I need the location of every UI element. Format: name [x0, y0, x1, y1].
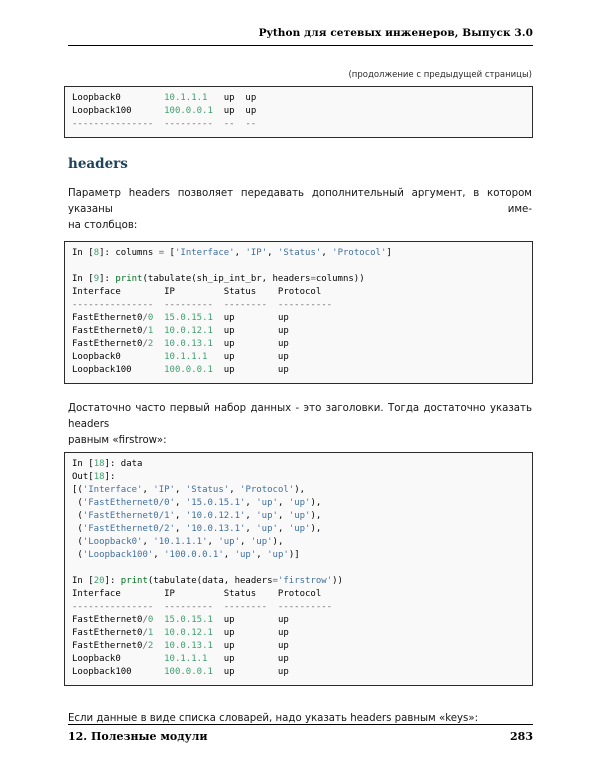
continuation-note: (продолжение с предыдущей страницы) — [348, 70, 532, 80]
code-token: up up — [212, 339, 289, 349]
code-token: print — [115, 274, 143, 284]
code-token: , — [234, 248, 246, 258]
code-token: 'IP' — [153, 485, 175, 495]
code-token: , — [245, 524, 257, 534]
code-token: 'FastEthernet0/0' — [82, 498, 175, 508]
code-token: = — [310, 274, 316, 284]
code-token: 15.0.15.1 — [164, 313, 213, 323]
code-token: , — [240, 537, 251, 547]
running-header-title: Python для сетевых инженеров, Выпуск 3.0 — [258, 27, 533, 39]
code-token: up up — [212, 667, 289, 677]
code-token: In [ — [72, 248, 94, 258]
code-token: Loopback0 — [72, 352, 165, 362]
code-token: ] — [386, 248, 392, 258]
code-token: '10.0.13.1' — [185, 524, 246, 534]
code-token: Loopback0 — [72, 654, 165, 664]
code-token: 1 — [147, 326, 154, 336]
code-token: 'Loopback100' — [82, 550, 154, 560]
code-token: 10.1.1.1 — [164, 654, 208, 664]
code-token — [153, 615, 164, 625]
code-token: 'Interface' — [82, 485, 143, 495]
code-token: , — [153, 550, 165, 560]
code-token: 'up' — [256, 511, 278, 521]
code-token: 10.0.12.1 — [164, 326, 213, 336]
code-token: 'firstrow' — [277, 576, 333, 586]
code-token: FastEthernet0 — [72, 326, 143, 336]
code-token: 'up' — [250, 537, 273, 547]
code-token: In [ — [72, 274, 94, 284]
code-token: ]: — [99, 274, 116, 284]
code-token: --------------- --------- -------- ---------- — [72, 602, 333, 612]
code-token: 15.0.15.1 — [164, 615, 213, 625]
code-token: , — [223, 550, 235, 560]
code-token: up up — [207, 93, 257, 103]
section-heading-headers: headers — [68, 156, 128, 172]
code-token: Out[ — [72, 472, 94, 482]
code-token: Loopback100 — [72, 365, 165, 375]
code-token: 100.0.0.1 — [164, 365, 213, 375]
code-token: , — [245, 498, 257, 508]
code-token: '100.0.0.1' — [164, 550, 224, 560]
code-token: 'FastEthernet0/2' — [82, 524, 175, 534]
code-token: 10.0.13.1 — [164, 641, 213, 651]
code-token: 100.0.0.1 — [164, 667, 213, 677]
code-token: 18 — [93, 459, 105, 469]
code-token: 2 — [147, 339, 154, 349]
code-token: 10.0.13.1 — [164, 339, 213, 349]
code-token: = — [272, 576, 278, 586]
code-token: --------------- --------- -------- ---------- — [72, 300, 333, 310]
code-token: 0 — [147, 313, 154, 323]
page-content — [68, 46, 532, 727]
code-block-headers-columns — [64, 241, 533, 384]
code-token: ( — [72, 498, 83, 508]
code-token: 'Status' — [277, 248, 322, 258]
code-token: (tabulate(sh_ip_int_br, headers — [142, 274, 311, 284]
code-token: '15.0.15.1' — [185, 498, 246, 508]
code-block-loopback-output — [64, 86, 533, 138]
footer-chapter-title: 12. Полезные модули — [68, 730, 208, 743]
paragraph-line: Достаточно часто первый набор данных - это заголовки. Тогда достаточно указать headers — [68, 403, 532, 430]
code-token: , — [267, 248, 278, 258]
code-token: , — [142, 485, 154, 495]
code-token: FastEthernet0 — [72, 339, 143, 349]
code-token: , — [174, 511, 186, 521]
code-token: ), — [310, 524, 322, 534]
code-token: up up — [212, 106, 257, 116]
code-token: ), — [310, 498, 322, 508]
paragraph-headers-intro — [68, 186, 532, 234]
code-token: 2 — [147, 641, 154, 651]
paragraph-line: Параметр headers позволяет передавать дополнительный аргумент, в котором указаны име- — [68, 188, 532, 215]
code-token: / — [142, 313, 148, 323]
code-token: ( — [72, 550, 83, 560]
code-token: 'Protocol' — [332, 248, 387, 258]
code-token: / — [142, 339, 148, 349]
code-token: 'Status' — [185, 485, 230, 495]
code-token: 100.0.0.1 — [164, 106, 213, 116]
paragraph-firstrow-intro — [68, 401, 532, 449]
code-token: ]: — [104, 576, 121, 586]
code-token: , — [245, 511, 257, 521]
code-token: ]: data — [104, 459, 143, 469]
code-token: 8 — [93, 248, 100, 258]
code-token: ), — [310, 511, 322, 521]
code-token: '10.0.12.1' — [185, 511, 246, 521]
code-token: 'up' — [267, 550, 289, 560]
code-token: 10.1.1.1 — [164, 93, 208, 103]
code-token: , — [256, 550, 268, 560]
code-token: 'FastEthernet0/1' — [82, 511, 175, 521]
code-token: up up — [207, 654, 289, 664]
code-token — [153, 313, 164, 323]
code-token: 10.0.12.1 — [164, 628, 213, 638]
code-token: up up — [212, 641, 289, 651]
code-token: FastEthernet0 — [72, 628, 143, 638]
code-token: , — [174, 524, 186, 534]
code-token: 10.1.1.1 — [164, 352, 208, 362]
code-token: 1 — [147, 628, 154, 638]
code-token: / — [142, 615, 148, 625]
code-token: , — [174, 485, 186, 495]
code-token: up up — [212, 365, 289, 375]
code-token: 18 — [93, 472, 105, 482]
code-token: , — [321, 248, 333, 258]
code-token: Loopback0 — [72, 93, 165, 103]
code-token: 'IP' — [245, 248, 268, 258]
code-token: )) — [332, 576, 343, 586]
code-token: 'up' — [288, 511, 311, 521]
code-token: 'up' — [218, 537, 241, 547]
code-token: 20 — [93, 576, 105, 586]
code-token: ), — [272, 537, 284, 547]
code-token: columns)) — [315, 274, 365, 284]
page-footer — [68, 724, 533, 743]
code-token: )] — [288, 550, 300, 560]
code-token: 0 — [147, 615, 154, 625]
code-token: , — [277, 524, 289, 534]
code-block-headers-firstrow — [64, 452, 533, 686]
code-token: ]: columns — [99, 248, 159, 258]
code-token: print — [120, 576, 148, 586]
code-token: , — [174, 498, 186, 508]
code-token: , — [277, 498, 289, 508]
code-token: In [ — [72, 576, 94, 586]
code-token: 'Protocol' — [240, 485, 295, 495]
code-token: 'up' — [256, 524, 278, 534]
code-token: 'up' — [288, 498, 311, 508]
code-token: FastEthernet0 — [72, 615, 143, 625]
code-token — [153, 326, 164, 336]
code-token: --------------- --------- -- -- — [72, 119, 257, 129]
paragraph-line: Если данные в виде списка словарей, надо указать headers равным «keys»: — [68, 713, 479, 724]
code-token: 9 — [93, 274, 100, 284]
code-token: , — [229, 485, 241, 495]
code-token: FastEthernet0 — [72, 641, 143, 651]
code-token: ( — [72, 537, 83, 547]
code-token: ), — [294, 485, 306, 495]
code-token: , — [142, 537, 154, 547]
code-token: FastEthernet0 — [72, 313, 143, 323]
code-token: (tabulate(data, headers — [147, 576, 273, 586]
code-token — [153, 641, 164, 651]
page-header — [68, 0, 533, 46]
code-token: / — [142, 326, 148, 336]
code-token: up up — [212, 615, 289, 625]
code-token: 'up' — [288, 524, 311, 534]
code-token: 'up' — [234, 550, 257, 560]
code-token — [153, 339, 164, 349]
code-token: 'Loopback0' — [82, 537, 143, 547]
code-token: [ — [164, 248, 175, 258]
code-token: / — [142, 641, 148, 651]
code-token: ( — [72, 511, 83, 521]
footer-page-number: 283 — [510, 730, 533, 743]
code-token: up up — [212, 326, 289, 336]
code-token: , — [207, 537, 219, 547]
code-token: / — [142, 628, 148, 638]
code-token: ]: — [104, 472, 116, 482]
paragraph-line: равным «firstrow»: — [68, 435, 167, 446]
code-token: In [ — [72, 459, 94, 469]
code-token: 'Interface' — [174, 248, 235, 258]
code-token: up up — [212, 628, 289, 638]
code-token — [153, 628, 164, 638]
code-token: Loopback100 — [72, 106, 165, 116]
code-token: up up — [207, 352, 289, 362]
code-token: '10.1.1.1' — [153, 537, 208, 547]
code-token: 'up' — [256, 498, 278, 508]
code-token: , — [277, 511, 289, 521]
code-token: = — [158, 248, 165, 258]
paragraph-line: на столбцов: — [68, 220, 138, 231]
code-token: up up — [212, 313, 289, 323]
code-token: Interface IP Status Protocol — [72, 589, 322, 599]
code-token: Interface IP Status Protocol — [72, 287, 322, 297]
code-token: Loopback100 — [72, 667, 165, 677]
code-token: [( — [72, 485, 83, 495]
code-token: ( — [72, 524, 83, 534]
